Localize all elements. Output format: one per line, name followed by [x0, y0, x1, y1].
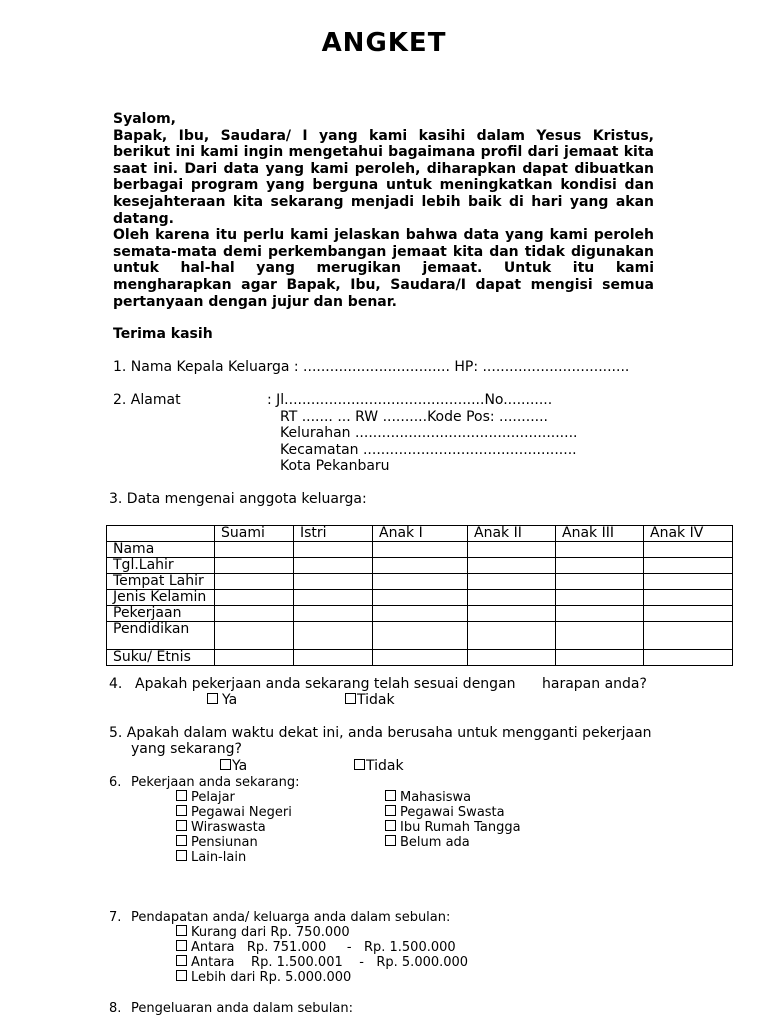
option-label: Lebih dari Rp. 5.000.000 [191, 970, 352, 985]
q5-option-no[interactable] [354, 758, 404, 774]
option-label: Belum ada [400, 835, 470, 850]
checkbox-icon[interactable] [207, 693, 218, 704]
q8-number: 8. [109, 1001, 122, 1016]
table-header-cell: Anak IV [644, 526, 733, 542]
table-cell[interactable] [215, 622, 294, 650]
table-cell[interactable] [468, 650, 556, 666]
q2-kecamatan-field[interactable]: Kecamatan ................................................ [280, 442, 577, 458]
table-row [107, 574, 733, 590]
checkbox-icon[interactable] [385, 835, 396, 846]
q6-option[interactable] [176, 835, 258, 850]
q6-option[interactable] [385, 820, 521, 835]
q2-city: Kota Pekanbaru [280, 458, 390, 474]
q4-option-no[interactable] [345, 692, 395, 708]
checkbox-icon[interactable] [176, 850, 187, 861]
table-cell[interactable] [294, 574, 373, 590]
option-label: Wiraswasta [191, 820, 266, 835]
table-cell[interactable] [215, 590, 294, 606]
table-cell[interactable] [644, 574, 733, 590]
table-cell[interactable] [556, 622, 644, 650]
table-cell[interactable] [644, 650, 733, 666]
table-row [107, 606, 733, 622]
closing-thanks: Terima kasih [113, 326, 213, 343]
table-cell[interactable] [644, 558, 733, 574]
table-row [107, 558, 733, 574]
option-label: Lain-lain [191, 850, 247, 865]
table-cell[interactable] [644, 542, 733, 558]
option-label: Pelajar [191, 790, 235, 805]
table-header-cell: Anak III [556, 526, 644, 542]
option-label: Ya [232, 758, 248, 774]
q6-option[interactable] [385, 790, 471, 805]
q7-option[interactable] [176, 970, 351, 985]
q6-option[interactable] [176, 820, 266, 835]
table-cell[interactable] [215, 542, 294, 558]
table-cell[interactable] [556, 542, 644, 558]
checkbox-icon[interactable] [385, 820, 396, 831]
table-cell[interactable] [294, 622, 373, 650]
table-header-cell: Anak II [468, 526, 556, 542]
q4-option-yes[interactable] [207, 692, 237, 708]
table-cell[interactable] [556, 558, 644, 574]
checkbox-icon[interactable] [220, 759, 231, 770]
row-label: Tempat Lahir [107, 574, 215, 590]
intro-paragraph-2: Oleh karena itu perlu kami jelaskan bahwa data yang kami peroleh semata-mata demi perkembangan jemaat kita dan tidak digunakan untuk hal-hal yang merugikan jemaat. Untuk itu kami mengharapkan agar Bapak, Ibu, Saudara/I dapat mengisi semua pertanyaan dengan jujur dan benar. [113, 227, 654, 310]
q6-option[interactable] [385, 835, 470, 850]
table-cell[interactable] [373, 542, 468, 558]
intro-letter [113, 111, 654, 343]
table-cell[interactable] [294, 558, 373, 574]
table-cell[interactable] [294, 542, 373, 558]
q8-question: Pengeluaran anda dalam sebulan: [131, 1001, 353, 1016]
table-header-cell: Suami [215, 526, 294, 542]
table-cell[interactable] [468, 622, 556, 650]
table-row [107, 622, 733, 650]
table-cell[interactable] [294, 606, 373, 622]
q7-option[interactable] [176, 955, 468, 970]
table-cell[interactable] [373, 650, 468, 666]
option-label: Kurang dari Rp. 750.000 [191, 925, 350, 940]
table-cell[interactable] [294, 590, 373, 606]
option-label: Ibu Rumah Tangga [400, 820, 521, 835]
table-cell[interactable] [215, 606, 294, 622]
q5-question: 5. Apakah dalam waktu dekat ini, anda berusaha untuk mengganti pekerjaan [109, 725, 652, 741]
table-cell[interactable] [468, 574, 556, 590]
q6-option[interactable] [385, 805, 505, 820]
table-row [107, 542, 733, 558]
checkbox-icon[interactable] [176, 970, 187, 981]
table-cell[interactable] [556, 574, 644, 590]
option-label: Antara Rp. 1.500.001 - Rp. 5.000.000 [191, 955, 469, 970]
checkbox-icon[interactable] [176, 835, 187, 846]
table-row [107, 650, 733, 666]
q2-street-field[interactable]: : Jl.............................................No........... [267, 392, 553, 408]
q4-number: 4. [109, 676, 123, 692]
table-cell[interactable] [215, 558, 294, 574]
option-label: Tidak [366, 758, 404, 774]
table-cell[interactable] [373, 558, 468, 574]
q1-head-of-family-field[interactable]: 1. Nama Kepala Keluarga : ................................. HP: ................................. [113, 359, 630, 375]
q2-rt-rw-field[interactable]: RT ....... ... RW ..........Kode Pos: ........... [280, 409, 548, 425]
q4-question: Apakah pekerjaan anda sekarang telah sesuai dengan [135, 676, 516, 692]
table-cell[interactable] [373, 622, 468, 650]
table-header-row [107, 526, 733, 542]
table-header-cell: Anak I [373, 526, 468, 542]
table-cell[interactable] [556, 650, 644, 666]
checkbox-icon[interactable] [176, 940, 187, 951]
table-cell[interactable] [468, 590, 556, 606]
row-label: Pekerjaan [107, 606, 215, 622]
option-label: Pegawai Negeri [191, 805, 292, 820]
option-label: Ya [222, 692, 238, 708]
table-cell[interactable] [644, 622, 733, 650]
page-title: ANGKET [321, 28, 447, 58]
row-label: Jenis Kelamin [107, 590, 215, 606]
q7-number: 7. [109, 910, 122, 925]
q2-kelurahan-field[interactable]: Kelurahan .................................................. [280, 425, 578, 441]
checkbox-icon[interactable] [354, 759, 365, 770]
checkbox-icon[interactable] [176, 820, 187, 831]
q5-question-cont: yang sekarang? [131, 741, 242, 757]
q6-option[interactable] [176, 805, 292, 820]
table-cell[interactable] [215, 650, 294, 666]
q2-address-label: 2. Alamat [113, 392, 181, 408]
checkbox-icon[interactable] [176, 925, 187, 936]
table-cell[interactable] [468, 606, 556, 622]
table-header-cell: Istri [294, 526, 373, 542]
checkbox-icon[interactable] [385, 805, 396, 816]
table-cell[interactable] [468, 558, 556, 574]
greeting: Syalom, [113, 111, 176, 127]
row-label: Pendidikan [107, 622, 215, 650]
table-cell[interactable] [644, 606, 733, 622]
q7-option[interactable] [176, 940, 456, 955]
checkbox-icon[interactable] [385, 790, 396, 801]
table-cell[interactable] [294, 650, 373, 666]
table-cell[interactable] [556, 606, 644, 622]
checkbox-icon[interactable] [176, 955, 187, 966]
q4-question-cont: harapan anda? [542, 676, 647, 692]
q6-option[interactable] [176, 790, 235, 805]
table-cell[interactable] [468, 542, 556, 558]
intro-paragraph-1: Bapak, Ibu, Saudara/ I yang kami kasihi dalam Yesus Kristus, berikut ini kami ingin mengetahui bagaimana profil dari jemaat kita saat ini. Dari data yang kami peroleh, diharapkan dapat dibuatkan berbagai program yang berguna untuk meningkatkan kondisi dan kesejahteraan kita sekarang menjadi lebih baik di hari yang akan datang. [113, 127, 654, 227]
option-label: Pegawai Swasta [400, 805, 505, 820]
q3-label: 3. Data mengenai anggota keluarga: [109, 491, 367, 507]
table-cell[interactable] [373, 606, 468, 622]
row-label: Nama [107, 542, 215, 558]
table-row [107, 590, 733, 606]
table-header-cell [107, 526, 215, 542]
option-label: Mahasiswa [400, 790, 472, 805]
q7-question: Pendapatan anda/ keluarga anda dalam sebulan: [131, 910, 451, 925]
family-members-table [106, 525, 733, 666]
row-label: Tgl.Lahir [107, 558, 215, 574]
checkbox-icon[interactable] [345, 693, 356, 704]
option-label: Pensiunan [191, 835, 258, 850]
table-cell[interactable] [556, 590, 644, 606]
q7-option[interactable] [176, 925, 350, 940]
table-cell[interactable] [644, 590, 733, 606]
table-cell[interactable] [215, 574, 294, 590]
table-cell[interactable] [373, 590, 468, 606]
row-label: Suku/ Etnis [107, 650, 215, 666]
option-label: Antara Rp. 751.000 - Rp. 1.500.000 [191, 940, 456, 955]
q6-option[interactable] [176, 850, 246, 865]
option-label: Tidak [357, 692, 395, 708]
q6-question: Pekerjaan anda sekarang: [131, 775, 300, 790]
q6-number: 6. [109, 775, 122, 790]
checkbox-icon[interactable] [176, 805, 187, 816]
q5-option-yes[interactable] [220, 758, 247, 774]
checkbox-icon[interactable] [176, 790, 187, 801]
table-cell[interactable] [373, 574, 468, 590]
